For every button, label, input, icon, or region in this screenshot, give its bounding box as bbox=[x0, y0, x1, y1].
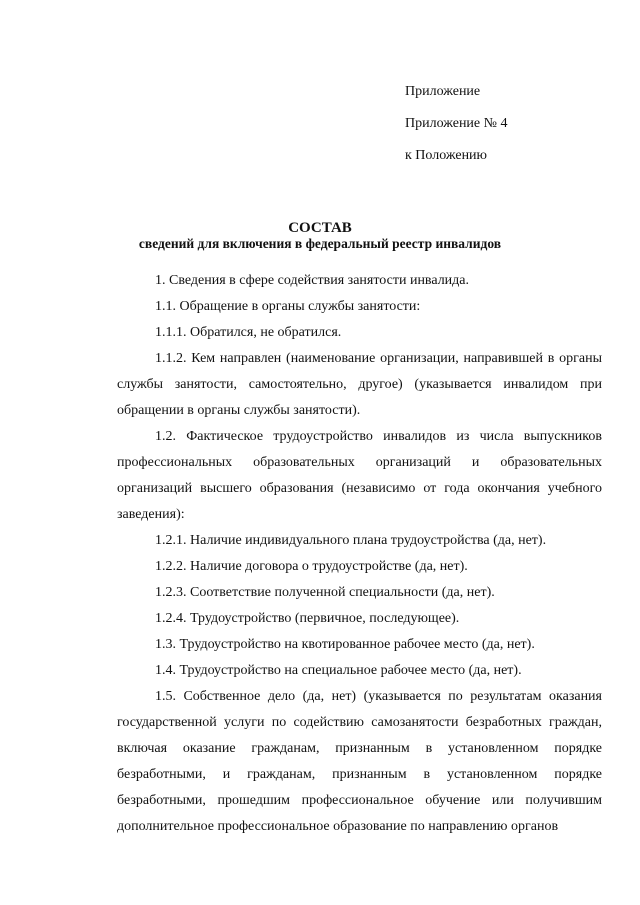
paragraph-1-1: 1.1. Обращение в органы службы занятости: bbox=[155, 299, 421, 314]
appendix-reference: к Положению bbox=[405, 148, 488, 163]
document-subtitle: сведений для включения в федеральный реестр инвалидов bbox=[138, 236, 502, 251]
paragraph-1-1-1: 1.1.1. Обратился, не обратился. bbox=[155, 325, 342, 340]
appendix-number: Приложение № 4 bbox=[405, 116, 508, 131]
paragraph-1-2-3: 1.2.3. Соответствие полученной специальности (да, нет). bbox=[155, 585, 495, 600]
paragraph-1: 1. Сведения в сфере содействия занятости инвалида. bbox=[155, 273, 470, 288]
paragraph-1-2-1: 1.2.1. Наличие индивидуального плана трудоустройства (да, нет). bbox=[155, 533, 547, 548]
paragraph-1-3: 1.3. Трудоустройство на квотированное рабочее место (да, нет). bbox=[155, 637, 535, 652]
paragraph-1-5: 1.5. Собственное дело (да, нет) (указывается по результатам оказания государственной услуги по содействию самозанятости безработных граждан, включая оказание гражданам, признанным в установленном порядке безработными, и гражданам, признанным в установленном порядке безработными, прошедшим профессиональное обучение или получившим дополнительное профессиональное образование по направлению органов bbox=[117, 689, 602, 834]
appendix-label: Приложение bbox=[405, 84, 481, 99]
paragraph-1-2-4: 1.2.4. Трудоустройство (первичное, последующее). bbox=[155, 611, 460, 626]
paragraph-1-1-2: 1.1.2. Кем направлен (наименование организации, направившей в органы службы занятости, самостоятельно, другое) (указывается инвалидом при обращении в органы службы занятости). bbox=[117, 351, 602, 418]
appendix-block bbox=[405, 82, 625, 178]
document-title: СОСТАВ bbox=[288, 220, 352, 236]
paragraph-1-2-2: 1.2.2. Наличие договора о трудоустройстве (да, нет). bbox=[155, 559, 468, 574]
paragraph-1-2: 1.2. Фактическое трудоустройство инвалидов из числа выпускников профессиональных образовательных организаций и образовательных организаций высшего образования (независимо от года окончания учебного заведения): bbox=[117, 429, 602, 522]
paragraph-1-4: 1.4. Трудоустройство на специальное рабочее место (да, нет). bbox=[155, 663, 522, 678]
document-body bbox=[117, 268, 602, 840]
